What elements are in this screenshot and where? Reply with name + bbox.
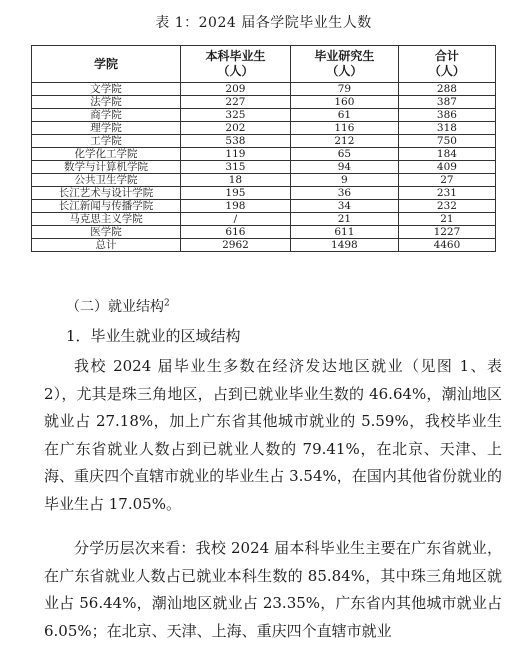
cell-postgrad: 94 [290, 161, 398, 174]
subheading: 1．毕业生就业的区域结构 [66, 327, 241, 345]
table-row [32, 96, 496, 109]
table-row [32, 135, 496, 148]
cell-total: 386 [398, 109, 495, 122]
table-header-row [32, 46, 496, 83]
cell-undergrad: 2962 [180, 239, 290, 252]
paragraph-1: 我校 2024 届毕业生多数在经济发达地区就业（见图 1、表 2），尤其是珠三角地区，占到已就业毕业生数的 46.64%，潮汕地区就业占 27.18%，加上广东省其他城市就业的 5.59%，我校毕业生在广东省就业人数占到已就业人数的 79.41%，在北京、天津、上海、重庆四个直辖市就业的毕业生占 3.54%，在国内其他省份就业的毕业生占 17.05%。 [44, 357, 502, 513]
table-row [32, 239, 496, 252]
header-undergrad-line1: 本科毕业生 [205, 49, 266, 63]
cell-total: 288 [398, 83, 495, 96]
cell-undergrad: 198 [180, 200, 290, 213]
cell-college: 长江新闻与传播学院 [32, 200, 181, 213]
cell-total: 1227 [398, 226, 495, 239]
cell-college: 法学院 [32, 96, 181, 109]
section-title [66, 296, 170, 316]
cell-postgrad: 160 [290, 96, 398, 109]
table-body [32, 83, 496, 252]
cell-postgrad: 116 [290, 122, 398, 135]
cell-college: 公共卫生学院 [32, 174, 181, 187]
cell-college: 总计 [32, 239, 181, 252]
cell-undergrad: 202 [180, 122, 290, 135]
cell-college: 数学与计算机学院 [32, 161, 181, 174]
header-postgrad-line2: （人） [326, 64, 363, 78]
header-undergrad [180, 46, 290, 83]
cell-total: 232 [398, 200, 495, 213]
cell-undergrad: 315 [180, 161, 290, 174]
header-postgrad [290, 46, 398, 83]
table-row [32, 200, 496, 213]
cell-college: 化学化工学院 [32, 148, 181, 161]
cell-postgrad: 1498 [290, 239, 398, 252]
header-postgrad-line1: 毕业研究生 [314, 49, 375, 63]
cell-total: 27 [398, 174, 495, 187]
cell-postgrad: 21 [290, 213, 398, 226]
table-row [32, 174, 496, 187]
graduates-table [31, 45, 496, 252]
cell-college: 马克思主义学院 [32, 213, 181, 226]
table-row [32, 122, 496, 135]
table-row [32, 226, 496, 239]
paragraph-2: 分学历层次来看：我校 2024 届本科毕业生主要在广东省就业，在广东省就业人数占已就业本科生数的 85.84%，其中珠三角地区就业占 56.44%，潮汕地区就业占 23.35%，广东省内其他城市就业占 6.05%；在北京、天津、上海、重庆四个直辖市就业 [44, 539, 502, 640]
table-row [32, 213, 496, 226]
table-caption: 表 1：2024 届各学院毕业生人数 [155, 15, 372, 31]
cell-postgrad: 36 [290, 187, 398, 200]
cell-college: 医学院 [32, 226, 181, 239]
cell-postgrad: 79 [290, 83, 398, 96]
cell-undergrad: 325 [180, 109, 290, 122]
cell-undergrad: 209 [180, 83, 290, 96]
cell-total: 231 [398, 187, 495, 200]
table-row [32, 83, 496, 96]
cell-total: 4460 [398, 239, 495, 252]
cell-postgrad: 611 [290, 226, 398, 239]
cell-college: 理学院 [32, 122, 181, 135]
table-row [32, 187, 496, 200]
table-row [32, 109, 496, 122]
header-total-line2: （人） [428, 64, 465, 78]
cell-undergrad: 227 [180, 96, 290, 109]
cell-undergrad: / [180, 213, 290, 226]
cell-college: 长江艺术与设计学院 [32, 187, 181, 200]
cell-total: 318 [398, 122, 495, 135]
cell-postgrad: 34 [290, 200, 398, 213]
section-title-text: （二）就业结构 [66, 299, 164, 315]
cell-college: 商学院 [32, 109, 181, 122]
cell-total: 387 [398, 96, 495, 109]
cell-undergrad: 538 [180, 135, 290, 148]
cell-undergrad: 616 [180, 226, 290, 239]
header-total-line1: 合计 [434, 49, 459, 63]
cell-total: 184 [398, 148, 495, 161]
header-college: 学院 [32, 46, 181, 83]
cell-postgrad: 65 [290, 148, 398, 161]
header-undergrad-line2: （人） [217, 64, 254, 78]
cell-undergrad: 18 [180, 174, 290, 187]
cell-postgrad: 9 [290, 174, 398, 187]
section-footnote-marker: 2 [164, 298, 170, 309]
table-row [32, 148, 496, 161]
cell-college: 工学院 [32, 135, 181, 148]
cell-undergrad: 119 [180, 148, 290, 161]
cell-total: 21 [398, 213, 495, 226]
cell-total: 409 [398, 161, 495, 174]
table-row [32, 161, 496, 174]
cell-total: 750 [398, 135, 495, 148]
cell-undergrad: 195 [180, 187, 290, 200]
cell-postgrad: 212 [290, 135, 398, 148]
cell-postgrad: 61 [290, 109, 398, 122]
header-total [398, 46, 495, 83]
cell-college: 文学院 [32, 83, 181, 96]
